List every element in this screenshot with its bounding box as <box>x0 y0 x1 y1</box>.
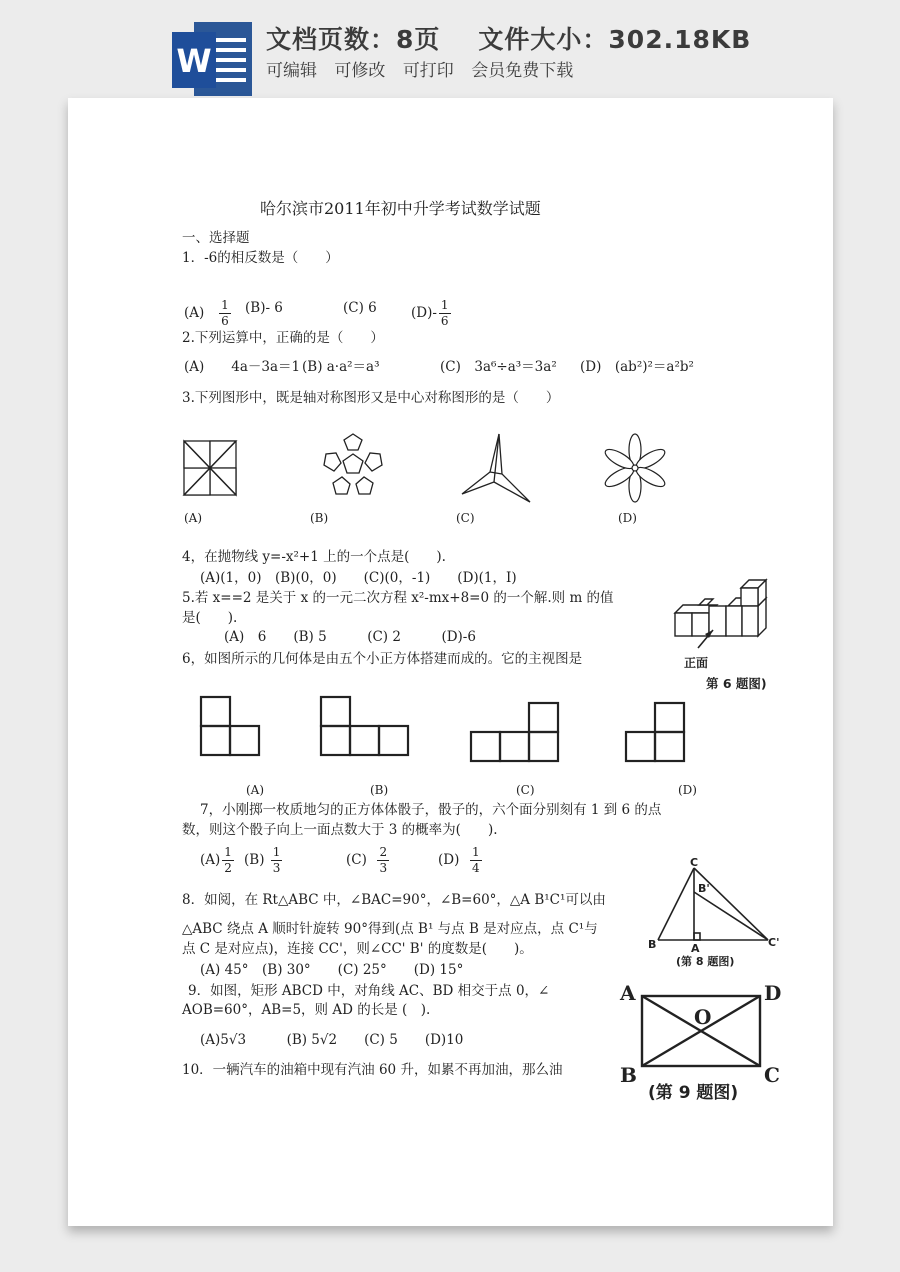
q6-label-a: (A) <box>246 783 265 797</box>
q5-options: (A) 6 (B) 5 (C) 2 (D)-6 <box>224 629 476 645</box>
q4-stem: 4，在抛物线 y=-x²+1 上的一个点是( ). <box>182 549 446 565</box>
pinwheel-figure <box>183 440 237 496</box>
q6-option-c-figure <box>470 702 562 764</box>
action-modifiable[interactable]: 可修改 <box>334 61 386 81</box>
q3-label-c: (C) <box>456 511 475 525</box>
q9-fig-caption: (第 9 题图) <box>648 1083 739 1103</box>
q2-option-d: (D) (ab²)²＝a²b² <box>580 359 694 375</box>
q8-options: (A) 45° (B) 30° (C) 25° (D) 15° <box>200 962 464 978</box>
q1-stem: 1．-6的相反数是（ ） <box>182 250 339 266</box>
page-count: 文档页数：8页 <box>266 25 441 54</box>
q9-point-c: C <box>764 1063 780 1087</box>
action-member-download[interactable]: 会员免费下载 <box>471 61 574 81</box>
q7-option-d: (D) $\frac{1}{4}$ <box>438 845 480 875</box>
q3-label-b: (B) <box>310 511 329 525</box>
q1-option-b: (B)- 6 <box>245 300 283 316</box>
q2-stem: 2.下列运算中，正确的是（ ） <box>182 330 384 346</box>
q9-point-b: B <box>620 1063 637 1087</box>
q6-stem: 6，如图所示的几何体是由五个小正方体搭建而成的。它的主视图是 <box>182 651 583 667</box>
q8-point-c: C <box>690 856 699 869</box>
q8-point-b1: B' <box>698 882 710 895</box>
q9-point-d: D <box>764 981 782 1005</box>
q9-line2: AOB=60°，AB=5，则 AD 的长是 ( ). <box>182 1002 431 1018</box>
q6-fig-caption: 第 6 题图) <box>706 676 767 691</box>
q7-option-c: (C) $\frac{2}{3}$ <box>346 845 388 875</box>
q2-option-a: (A) 4a－3a＝1 <box>184 359 301 375</box>
q3-label-a: (A) <box>184 511 203 525</box>
q9-options: (A)5√3 (B) 5√2 (C) 5 (D)10 <box>200 1032 464 1048</box>
q6-option-b-figure <box>320 696 412 758</box>
q6-label-b: (B) <box>370 783 389 797</box>
q7-line1: 7，小刚掷一枚质地匀的正方体体骰子，骰子的，六个面分别刻有 1 到 6 的点 <box>200 802 662 818</box>
q8-line2: △ABC 绕点 A 顺时针旋转 90°得到(点 B¹ 与点 B 是对应点，点 C¹与 <box>182 921 598 937</box>
q8-line3: 点 C 是对应点)，连接 CC'，则∠CC' B' 的度数是( )。 <box>182 941 533 957</box>
q3-stem: 3.下列图形中，既是轴对称图形又是中心对称图形的是（ ） <box>182 390 560 406</box>
q5-line2: 是( ). <box>182 610 238 626</box>
q10-line1: 10．一辆汽车的油箱中现有汽油 60 升，如累不再加油，那么油 <box>182 1062 563 1078</box>
document-title: 哈尔滨市2011年初中升学考试数学试题 <box>260 199 541 218</box>
svg-text:W: W <box>176 42 212 80</box>
q2-option-b: (B) a·a²＝a³ <box>302 359 380 375</box>
q2-option-c: (C) 3a⁶÷a³＝3a² <box>440 359 557 375</box>
three-point-star-figure <box>460 432 532 502</box>
q9-point-o: O <box>694 1005 712 1029</box>
pentagon-flower-figure <box>320 432 386 498</box>
q7-option-b: (B) $\frac{1}{3}$ <box>244 845 281 875</box>
download-header <box>0 0 900 96</box>
q6-label-d: (D) <box>678 783 697 797</box>
q8-line1: 8．如阅，在 Rt△ABC 中，∠BAC=90°，∠B=60°，△A B¹C¹可以由 <box>182 892 606 908</box>
q9-point-a: A <box>620 981 636 1005</box>
six-petal-flower-figure <box>606 432 664 504</box>
action-editable[interactable]: 可编辑 <box>266 61 317 81</box>
q1-option-c: (C) 6 <box>343 300 377 316</box>
action-printable[interactable]: 可打印 <box>402 61 454 81</box>
q7-line2: 数，则这个骰子向上一面点数大于 3 的概率为( ). <box>182 822 498 838</box>
file-info <box>266 20 789 56</box>
q8-triangle-figure <box>648 858 788 958</box>
q4-options: (A)(1，0) (B)(0，0) (C)(0，-1) (D)(1，I) <box>200 570 517 586</box>
q8-fig-caption: (第 8 题图) <box>676 955 735 968</box>
q6-label-c: (C) <box>516 783 535 797</box>
action-list <box>266 56 585 81</box>
q8-point-c1: C' <box>768 936 780 949</box>
q5-line1: 5.若 x==2 是关于 x 的一元二次方程 x²-mx+8=0 的一个解.则 m 的值 <box>182 590 614 606</box>
q7-option-a: (A) $\frac{1}{2}$ <box>200 845 232 875</box>
q1-option-a: (A) $\frac{1}{6}$ <box>184 298 229 328</box>
q9-line1: 9．如图，矩形 ABCD 中，对角线 AC、BD 相交于点 0，∠ <box>188 983 550 999</box>
q6-front-label: 正面 <box>684 656 709 670</box>
q8-point-a: A <box>691 942 700 955</box>
q1-option-d: (D)- $\frac{1}{6}$ <box>411 298 449 328</box>
q6-cubes-figure <box>673 576 773 656</box>
file-size: 文件大小：302.18KB <box>478 25 752 54</box>
q6-option-d-figure <box>625 702 687 764</box>
word-document-icon <box>172 22 252 96</box>
q6-option-a-figure <box>200 696 290 758</box>
document-page <box>68 98 833 1226</box>
q3-label-d: (D) <box>618 511 637 525</box>
q8-point-b: B <box>648 938 657 951</box>
section-heading: 一、选择题 <box>182 230 250 246</box>
